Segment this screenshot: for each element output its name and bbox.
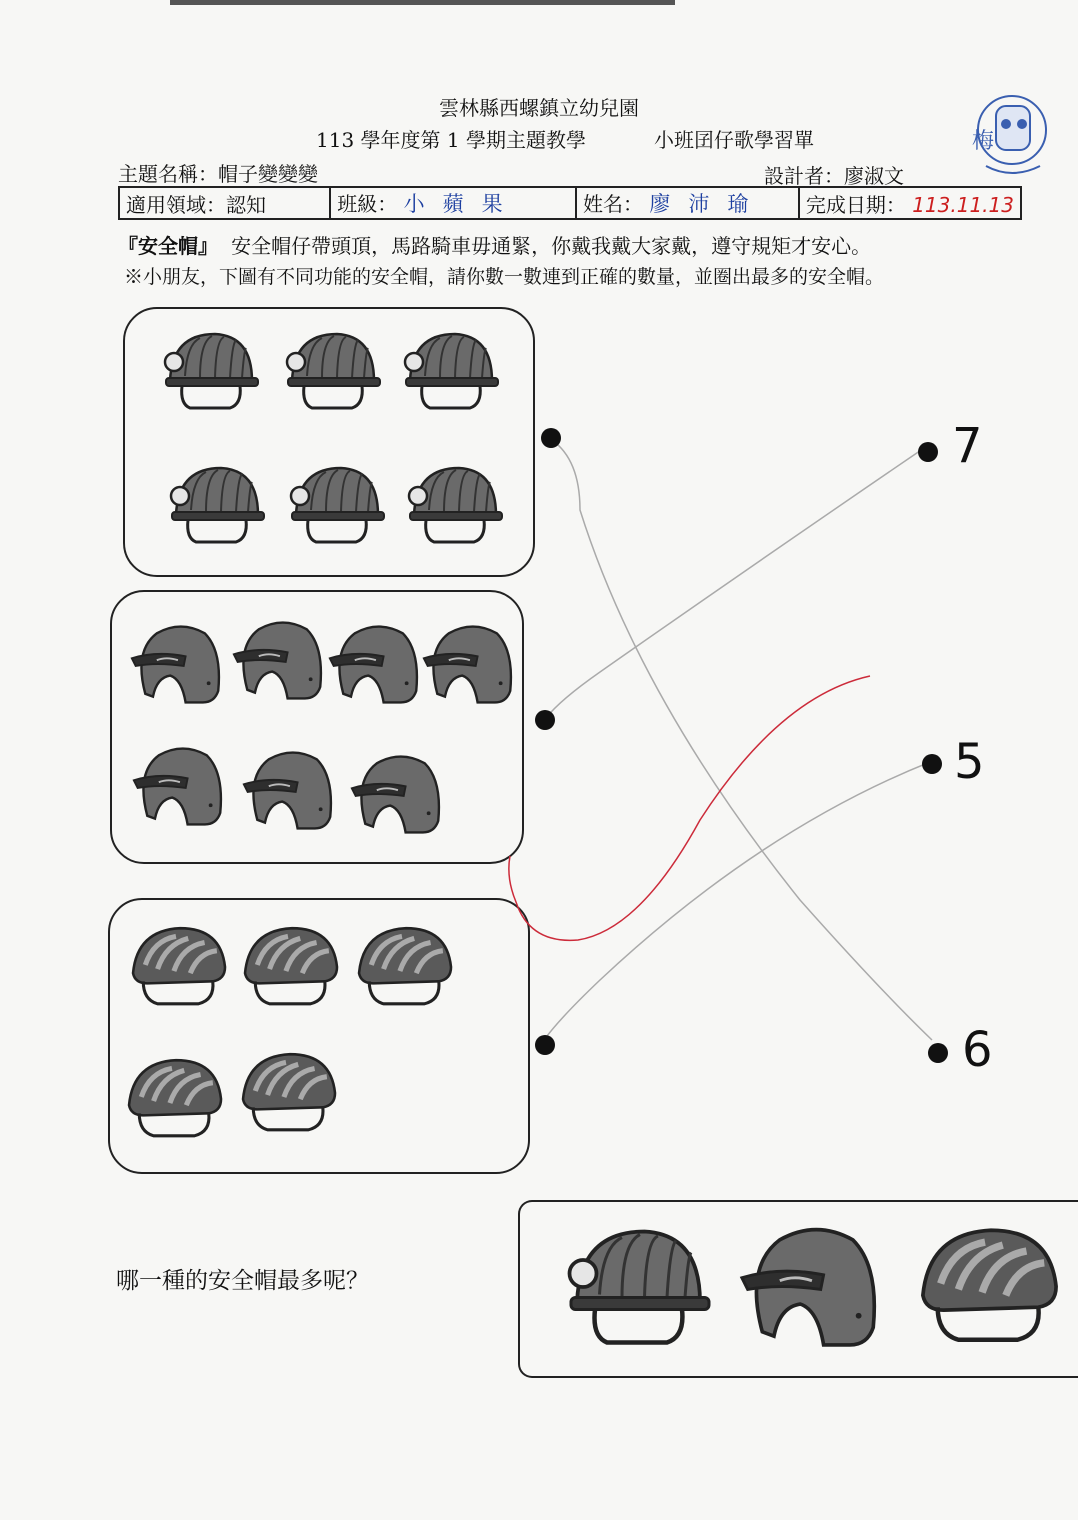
domain-cell: 適用領域：認知: [119, 187, 330, 219]
group1-dot[interactable]: [541, 428, 561, 448]
name-label: 姓名：: [583, 192, 644, 216]
number-7-dot[interactable]: [918, 442, 938, 462]
class-value[interactable]: 小蘋果: [403, 192, 521, 216]
bike-helmet-option-icon[interactable]: [914, 1216, 1062, 1354]
song-lyrics: 安全帽仔帶頭頂，馬路騎車毋通緊，你戴我戴大家戴，遵守規矩才安心。: [231, 234, 872, 258]
question-text: 哪一種的安全帽最多呢？: [116, 1268, 369, 1294]
number-5-dot[interactable]: [922, 754, 942, 774]
svg-text:梅: 梅: [972, 129, 995, 154]
song-title: 『安全帽』: [118, 234, 218, 258]
line-group1-to-6: [552, 440, 932, 1040]
theme-label: 主題名稱：帽子變變變: [118, 162, 318, 186]
number-6: 6: [962, 1022, 993, 1078]
motorcycle-helmet-option-icon[interactable]: [736, 1218, 882, 1358]
group3-dot[interactable]: [535, 1035, 555, 1055]
line-group3-to-5: [544, 762, 930, 1040]
name-value[interactable]: 廖沛瑜: [649, 192, 767, 216]
line-group2-to-7: [546, 444, 930, 718]
sheet-title: 小班囝仔歌學習單: [654, 128, 814, 152]
instruction: ※小朋友，下圖有不同功能的安全帽，請你數一數連到正確的數量，並圈出最多的安全帽。: [124, 266, 885, 288]
date-label: 完成日期：: [805, 192, 906, 217]
number-7: 7: [952, 418, 983, 474]
number-6-dot[interactable]: [928, 1043, 948, 1063]
miner-helmet-option-icon[interactable]: [562, 1218, 712, 1356]
number-5: 5: [954, 734, 985, 790]
group2-dot[interactable]: [535, 710, 555, 730]
semester-title: 113 學年度第 1 學期主題教學: [316, 128, 586, 152]
red-circle-mark: [509, 676, 870, 940]
designer-label: 設計者：廖淑文: [764, 164, 904, 188]
class-label: 班級：: [337, 192, 398, 216]
date-value[interactable]: 113.11.13: [912, 192, 1014, 217]
school-name: 雲林縣西螺鎮立幼兒園: [439, 96, 639, 120]
